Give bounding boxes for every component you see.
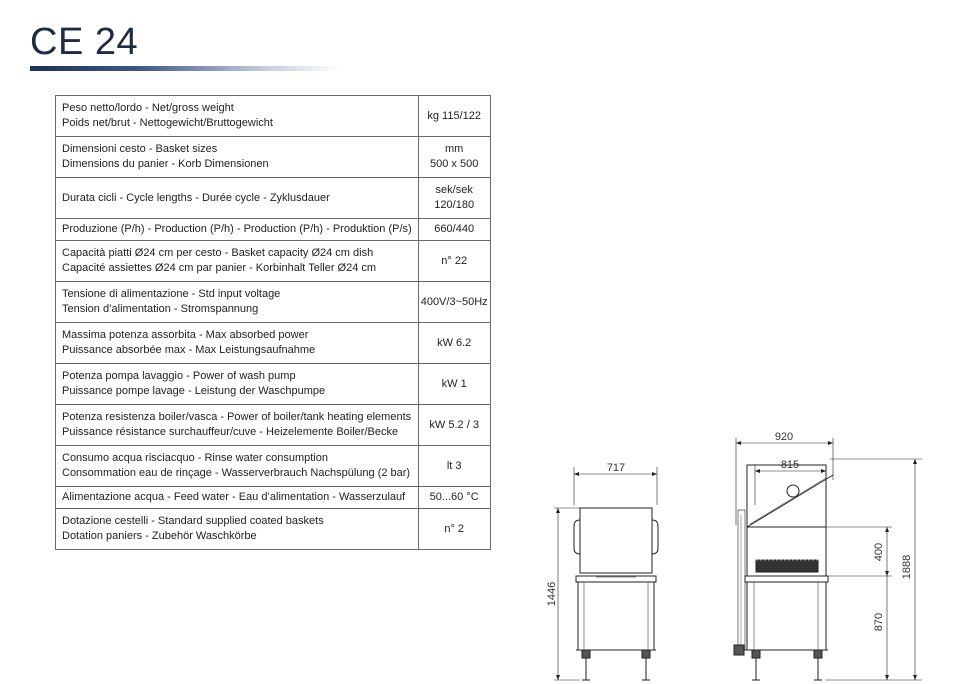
spec-value-line: 400V/3~50Hz bbox=[420, 295, 488, 308]
spec-label-line: Tension d’alimentation - Stromspannung bbox=[62, 303, 259, 315]
spec-value-line: kW 5.2 / 3 bbox=[429, 418, 479, 431]
side-width-label: 920 bbox=[774, 431, 794, 443]
spec-label-line: Dimensioni cesto - Basket sizes bbox=[62, 143, 218, 155]
front-height-label: 1446 bbox=[546, 581, 558, 607]
spec-label-line: Dotazione cestelli - Standard supplied coated baskets bbox=[62, 515, 324, 527]
side-view-drawing bbox=[734, 438, 922, 680]
spec-value-line: kW 6.2 bbox=[437, 336, 472, 349]
spec-label-line: Consommation eau de rinçage - Wasserverbrauch Nachspülung (2 bar) bbox=[62, 467, 411, 479]
spec-label-line: Consumo acqua risciacquo - Rinse water consumption bbox=[62, 452, 328, 464]
spec-label-line: Capacité assiettes Ø24 cm par panier - Korbinhalt Teller Ø24 cm bbox=[62, 262, 377, 274]
spec-value-line: n° 22 bbox=[441, 254, 468, 267]
spec-label-line: Dotation paniers - Zubehör Waschkörbe bbox=[62, 530, 257, 542]
spec-label-line: Produzione (P/h) - Production (P/h) - Production (P/h) - Produktion (P/s) bbox=[62, 223, 412, 235]
spec-label-line: Tensione di alimentazione - Std input voltage bbox=[62, 288, 281, 300]
page-title: CE 24 bbox=[30, 21, 139, 63]
spec-label-line: Poids net/brut - Nettogewicht/Bruttogewicht bbox=[62, 117, 273, 129]
side-inner-width-label: 815 bbox=[780, 459, 800, 471]
table-height-label: 870 bbox=[873, 612, 885, 632]
spec-label-line: Capacità piatti Ø24 cm per cesto - Basket capacity Ø24 cm dish bbox=[62, 247, 374, 259]
spec-label-line: Puissance résistance surchauffeur/cuve - Heizelemente Boiler/Becke bbox=[62, 426, 399, 438]
spec-value-line: 50...60 °C bbox=[429, 491, 479, 503]
spec-value-line: 660/440 bbox=[434, 223, 475, 235]
spec-value-line: 500 x 500 bbox=[430, 158, 479, 170]
spec-value-line: mm bbox=[445, 143, 464, 155]
spec-label-line: Alimentazione acqua - Feed water - Eau d’alimentation - Wasserzulauf bbox=[62, 491, 406, 503]
spec-label-line: Puissance pompe lavage - Leistung der Waschpumpe bbox=[62, 385, 326, 397]
spec-label-line: Potenza pompa lavaggio - Power of wash pump bbox=[62, 370, 296, 382]
spec-label-line: Dimensions du panier - Korb Dimensionen bbox=[62, 158, 269, 170]
front-view-drawing bbox=[554, 467, 658, 680]
spec-value-line: 120/180 bbox=[434, 199, 475, 211]
spec-value-line: n° 2 bbox=[444, 522, 465, 535]
spec-value-line: lt 3 bbox=[446, 459, 462, 472]
total-height-label: 1888 bbox=[901, 554, 913, 580]
spec-value-line: kW 1 bbox=[441, 377, 467, 390]
spec-value-line: kg 115/122 bbox=[427, 109, 481, 122]
front-width-label: 717 bbox=[606, 462, 626, 474]
hood-height-label: 400 bbox=[873, 542, 885, 562]
spec-label-line: Puissance absorbée max - Max Leistungsaufnahme bbox=[62, 344, 316, 356]
spec-label-line: Peso netto/lordo - Net/gross weight bbox=[62, 102, 234, 114]
spec-value-line: sek/sek bbox=[435, 184, 473, 196]
spec-label-line: Durata cicli - Cycle lengths - Durée cycle - Zyklusdauer bbox=[62, 191, 330, 204]
spec-label-line: Massima potenza assorbita - Max absorbed power bbox=[62, 329, 309, 341]
spec-label-line: Potenza resistenza boiler/vasca - Power of boiler/tank heating elements bbox=[62, 411, 412, 423]
